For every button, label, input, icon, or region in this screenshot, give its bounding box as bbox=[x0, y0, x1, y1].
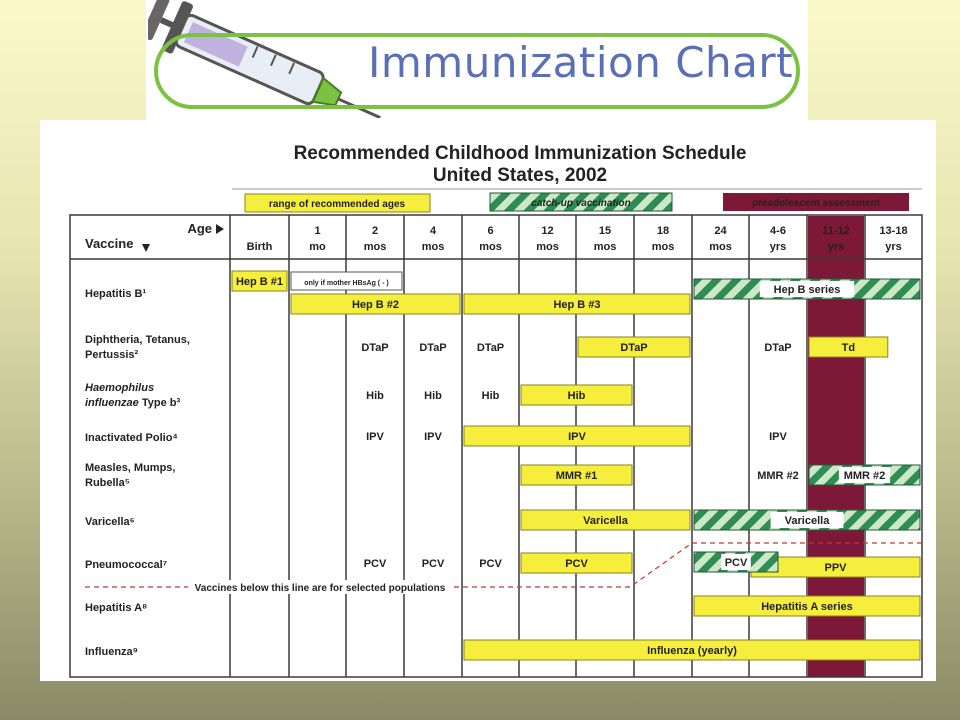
vaccine-name: Pneumococcal⁷ bbox=[85, 559, 168, 571]
dose-label: PCV bbox=[421, 558, 445, 570]
age-header: yrs bbox=[885, 241, 902, 253]
age-header: 4-6 bbox=[770, 225, 786, 237]
age-header: 11-12 bbox=[822, 225, 850, 237]
age-header: 4 bbox=[429, 225, 437, 237]
vaccine-name: Pertussis² bbox=[85, 349, 139, 361]
bar-label: Varicella bbox=[784, 515, 830, 527]
dose-label: IPV bbox=[366, 431, 384, 443]
vaccine-name: Haemophilus bbox=[85, 382, 155, 394]
age-header: Birth bbox=[246, 241, 273, 253]
schedule-subtitle: United States, 2002 bbox=[432, 165, 608, 186]
legend-label-catchup: catch-up vaccination bbox=[531, 198, 631, 209]
bar-label: Hib bbox=[567, 390, 586, 402]
dose-label: MMR #2 bbox=[757, 470, 799, 482]
bar-label: MMR #2 bbox=[843, 470, 886, 482]
vaccine-name: Varicella⁶ bbox=[85, 516, 135, 528]
dose-label: PCV bbox=[363, 558, 387, 570]
vaccine-label: Vaccine bbox=[85, 236, 134, 251]
age-header: mos bbox=[421, 241, 445, 253]
dose-label: Hib bbox=[366, 390, 384, 402]
bar-label: Hep B #3 bbox=[553, 299, 601, 311]
bar-label: Influenza (yearly) bbox=[647, 645, 737, 657]
age-header: 6 bbox=[487, 225, 494, 237]
age-arrow-icon bbox=[216, 224, 224, 234]
dose-label: DTaP bbox=[361, 342, 389, 354]
dose-label: IPV bbox=[424, 431, 442, 443]
bar-label: IPV bbox=[568, 431, 586, 443]
bar-label: DTaP bbox=[620, 342, 648, 354]
age-header: yrs bbox=[827, 241, 845, 253]
vaccine-name: Hepatitis A⁸ bbox=[85, 602, 148, 614]
vaccine-name: Hepatitis B¹ bbox=[85, 288, 147, 300]
dose-label: PCV bbox=[479, 558, 502, 570]
dose-label: DTaP bbox=[764, 342, 792, 354]
dose-label: DTaP bbox=[476, 342, 505, 354]
age-header: 24 bbox=[714, 225, 727, 237]
dose-label: Hib bbox=[481, 390, 500, 402]
bar-label: Hep B series bbox=[773, 284, 841, 296]
vaccine-name: Measles, Mumps, bbox=[85, 462, 176, 474]
schedule-card bbox=[40, 120, 936, 681]
bar-label: Varicella bbox=[583, 515, 628, 527]
age-header: mos bbox=[363, 241, 387, 253]
legend-label-preadolescent: preadolescent assessment bbox=[752, 198, 880, 209]
banner bbox=[146, 0, 808, 120]
dose-label: DTaP bbox=[419, 342, 447, 354]
age-header: mos bbox=[536, 241, 559, 253]
bar-label: PPV bbox=[824, 562, 847, 574]
bar-label: Td bbox=[841, 342, 856, 354]
bar-label: Hep B #1 bbox=[235, 276, 284, 288]
vaccine-arrow-icon bbox=[142, 244, 150, 252]
banner-title: Immunization Chart bbox=[368, 38, 794, 87]
bar-label: Hepatitis A series bbox=[761, 601, 853, 613]
vaccine-name: Inactivated Polio⁴ bbox=[85, 432, 178, 444]
age-header: mo bbox=[309, 241, 326, 253]
bar-label: MMR #1 bbox=[555, 470, 598, 482]
age-header: yrs bbox=[769, 241, 787, 253]
vaccine-name: influenzae Type b³ bbox=[85, 397, 181, 409]
age-header: 13-18 bbox=[879, 225, 908, 237]
dose-label: Hib bbox=[424, 390, 442, 402]
legend-label-range: range of recommended ages bbox=[268, 199, 406, 210]
bar-label: only if mother HBsAg ( - ) bbox=[304, 280, 389, 287]
age-header: 2 bbox=[371, 225, 379, 237]
age-header: mos bbox=[593, 241, 617, 253]
age-header: 18 bbox=[656, 225, 670, 237]
schedule-chart bbox=[40, 120, 936, 681]
selected-populations-note: Vaccines below this line are for selected populations bbox=[194, 583, 446, 594]
age-header: 12 bbox=[541, 225, 554, 237]
bar-label: Hep B #2 bbox=[351, 299, 400, 311]
age-header: 15 bbox=[598, 225, 612, 237]
age-header: mos bbox=[651, 241, 675, 253]
schedule-title: Recommended Childhood Immunization Schedule bbox=[293, 143, 747, 164]
vaccine-name: Rubella⁵ bbox=[85, 477, 130, 489]
age-header: 1 bbox=[314, 225, 321, 237]
age-label: Age bbox=[187, 221, 212, 236]
bar-label: PCV bbox=[724, 557, 748, 569]
age-header: mos bbox=[709, 241, 732, 253]
vaccine-name: Influenza⁹ bbox=[85, 646, 138, 658]
age-header: mos bbox=[479, 241, 502, 253]
dose-label: IPV bbox=[769, 431, 787, 443]
bar-label: PCV bbox=[565, 558, 588, 570]
vaccine-name: Diphtheria, Tetanus, bbox=[85, 334, 190, 346]
